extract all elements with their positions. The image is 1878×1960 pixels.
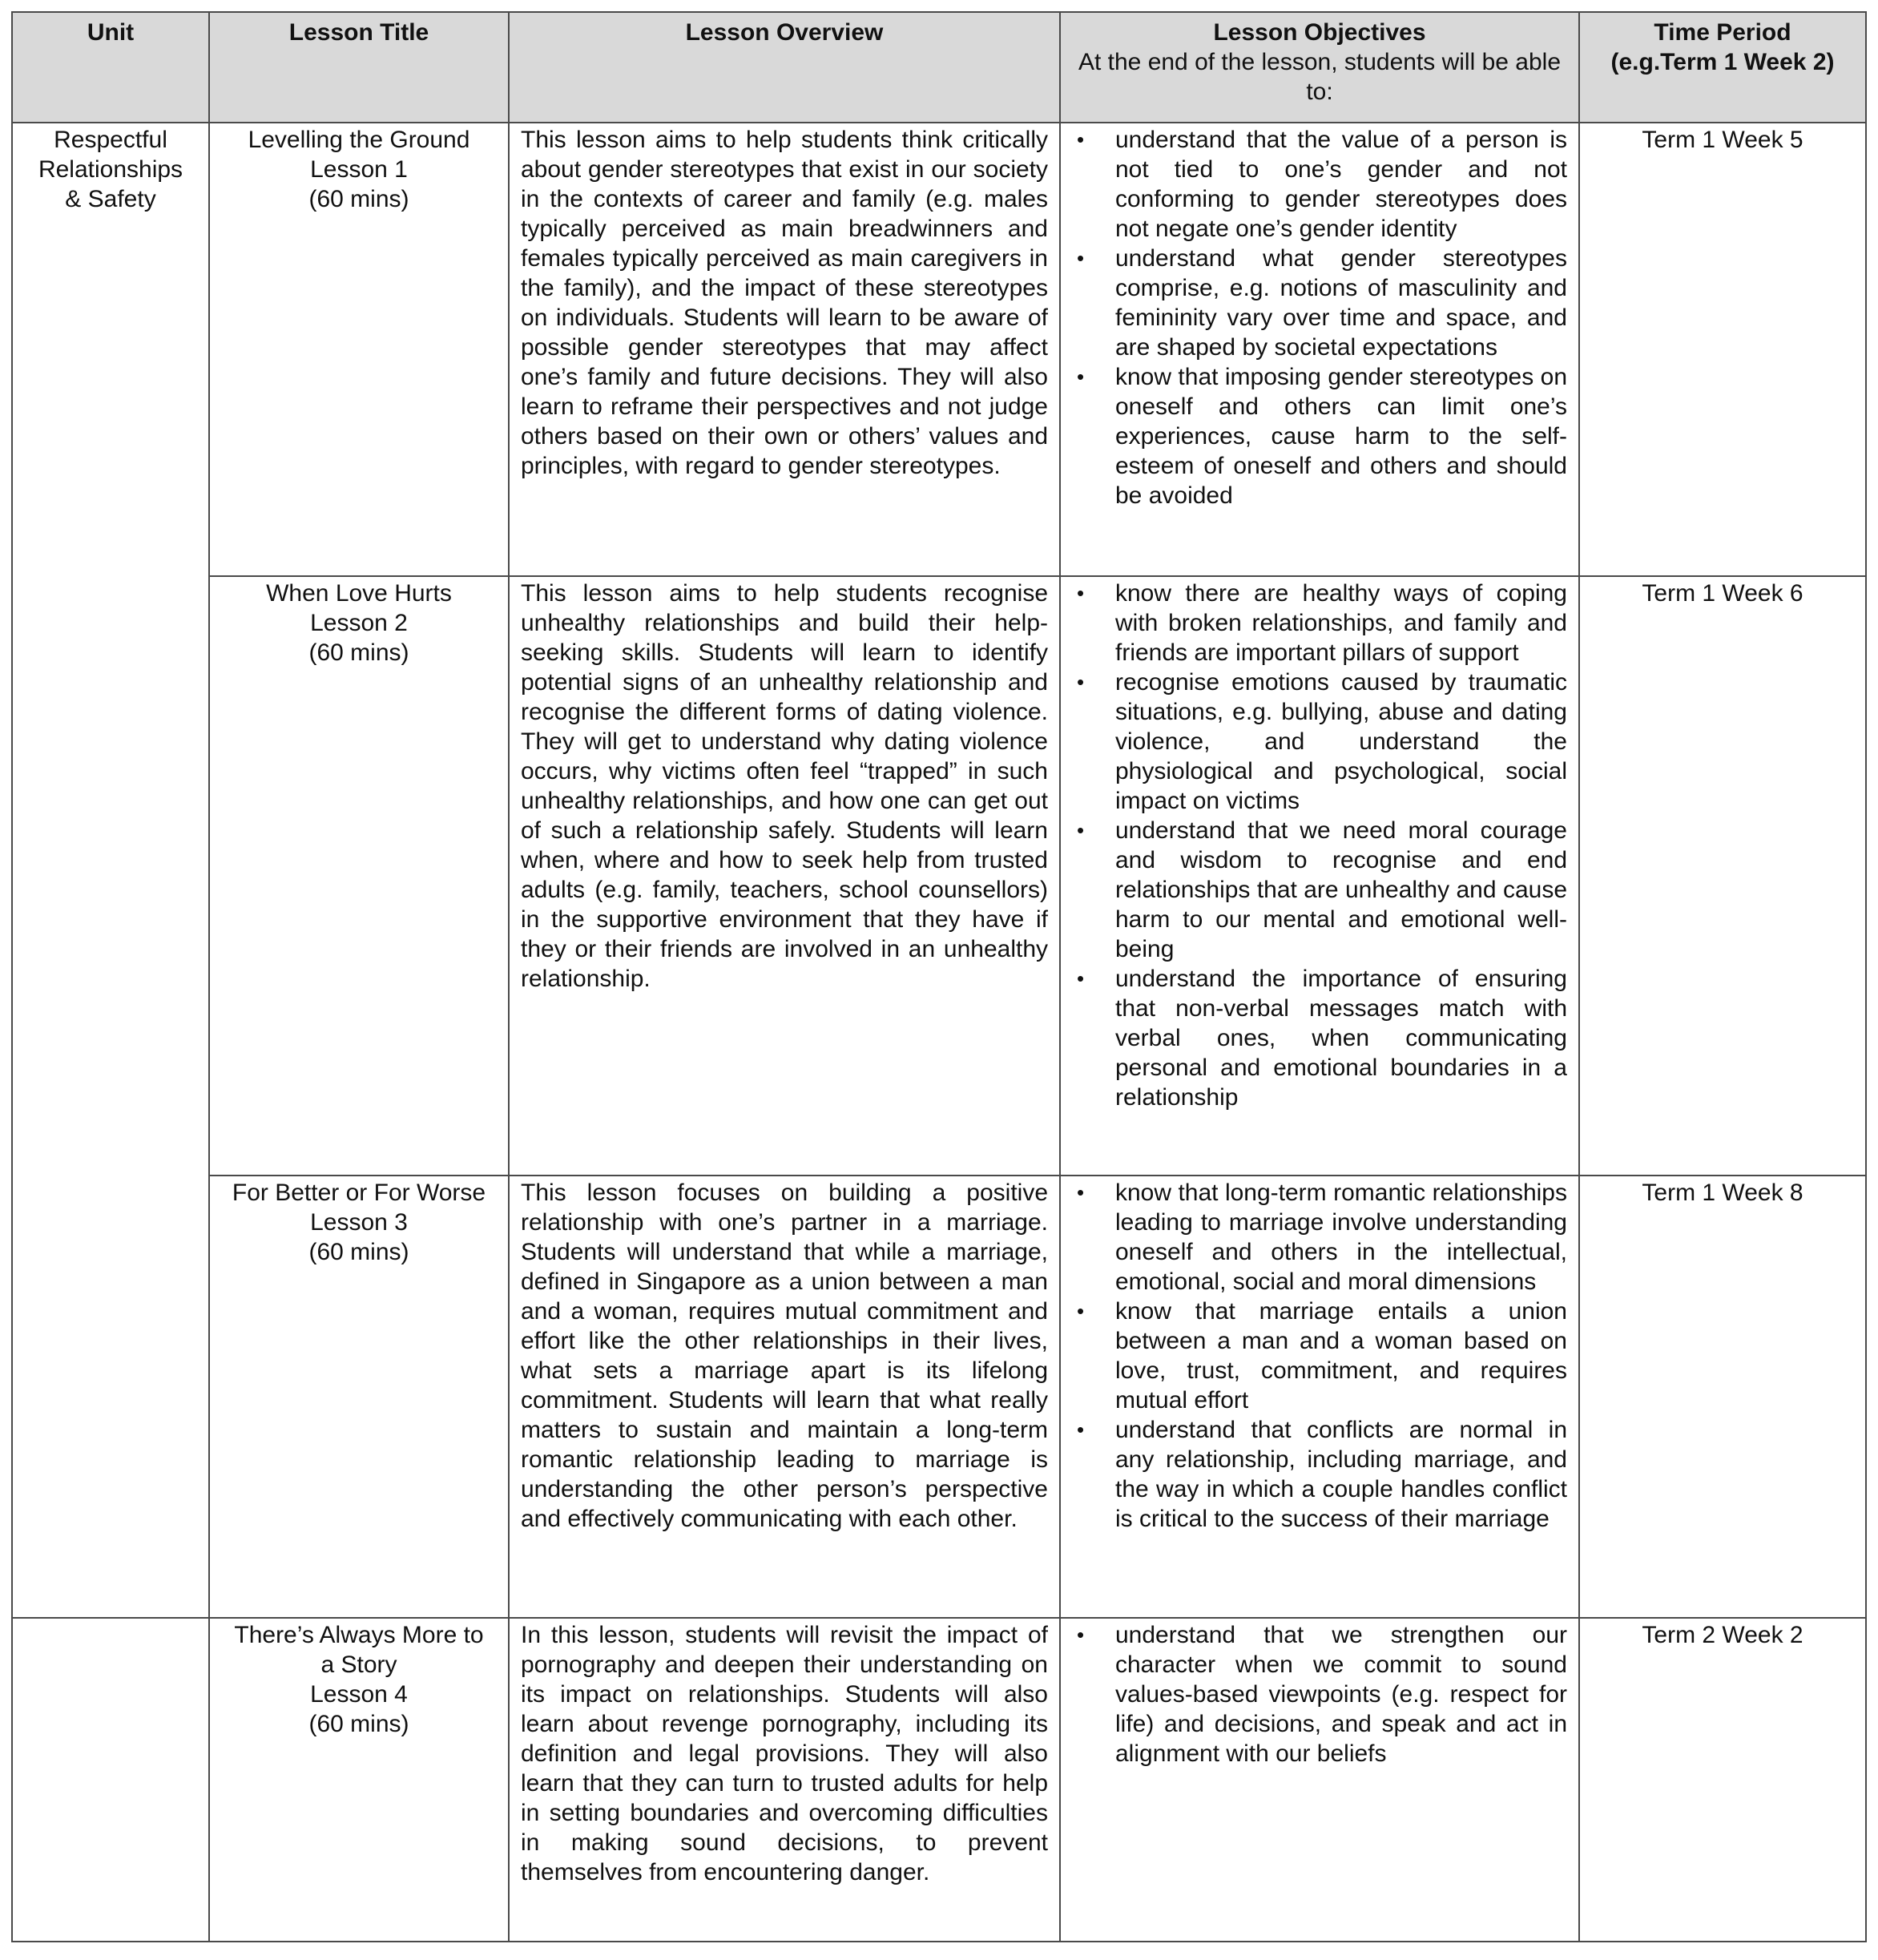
time-period-cell: Term 1 Week 5 bbox=[1579, 123, 1866, 576]
header-row bbox=[12, 12, 1866, 123]
time-period-cell: Term 1 Week 6 bbox=[1579, 576, 1866, 1176]
lesson-title-line: Lesson 2 bbox=[310, 610, 408, 636]
lesson-objectives-cell bbox=[1060, 123, 1579, 576]
time-period-cell: Term 1 Week 8 bbox=[1579, 1176, 1866, 1618]
objective-item: • understand that we need moral courage and wisdom to recognise and end relationships that are unhealthy and cause harm to our mental and emotional well-being bbox=[1115, 816, 1567, 964]
lesson-overview-cell: This lesson aims to help students recognise unhealthy relationships and build their help-seeking skills. Students will learn to identify potential signs of an unhealthy relationship and recognise the different forms of dating violence. They will get to understand why dating violence occurs, why victims often feel “trapped” in such unhealthy relationships, and how one can get out of such a relationship safely. Students will learn when, where and how to seek help from trusted adults (e.g. family, teachers, school counsellors) in the supportive environment that they have if they or their friends are involved in an unhealthy relationship. bbox=[509, 576, 1060, 1176]
lesson-objectives-cell bbox=[1060, 576, 1579, 1176]
table-row bbox=[12, 1618, 1866, 1942]
time-period-cell: Term 2 Week 2 bbox=[1579, 1618, 1866, 1942]
objective-item: • know that imposing gender stereotypes on oneself and others can limit one’s experiences, cause harm to the self-esteem of oneself and others and should be avoided bbox=[1115, 362, 1567, 510]
lesson-title-line: Lesson 1 bbox=[310, 156, 408, 183]
objective-item: • understand the importance of ensuring that non-verbal messages match with verbal ones, when communicating personal and emotional boundaries in a relationship bbox=[1115, 964, 1567, 1112]
lesson-title-cell bbox=[209, 1176, 509, 1618]
lesson-title-line: Lesson 4 bbox=[310, 1681, 408, 1708]
objectives-list bbox=[1072, 1620, 1567, 1768]
objective-item: • understand what gender stereotypes comprise, e.g. notions of masculinity and femininity vary over time and space, and are shaped by societal expectations bbox=[1115, 244, 1567, 362]
lesson-title-cell bbox=[209, 1618, 509, 1942]
unit-line: Respectful bbox=[54, 127, 167, 153]
header-unit: Unit bbox=[12, 12, 209, 123]
lesson-title-line: a Story bbox=[320, 1651, 397, 1678]
lesson-title-cell bbox=[209, 576, 509, 1176]
lesson-title-line: Lesson 3 bbox=[310, 1209, 408, 1236]
lesson-title-line: (60 mins) bbox=[308, 186, 409, 212]
lesson-title-line: When Love Hurts bbox=[266, 580, 452, 607]
lesson-objectives-cell bbox=[1060, 1618, 1579, 1942]
lesson-title-line: (60 mins) bbox=[308, 1711, 409, 1737]
lesson-plan-table bbox=[11, 11, 1867, 1942]
objective-item: • understand that conflicts are normal in any relationship, including marriage, and the way in which a couple handles conflict is critical to the success of their marriage bbox=[1115, 1415, 1567, 1534]
unit-cell bbox=[12, 123, 209, 1618]
unit-line: & Safety bbox=[65, 186, 156, 212]
objectives-list bbox=[1072, 579, 1567, 1112]
header-objectives-sub: At the end of the lesson, students will be able to: bbox=[1078, 49, 1562, 105]
table-row bbox=[12, 576, 1866, 1176]
objective-item: • understand that the value of a person is not tied to one’s gender and not conforming to gender stereotypes does not negate one’s gender identity bbox=[1115, 125, 1567, 244]
objective-item: • know that long-term romantic relationships leading to marriage involve understanding oneself and others in the intellectual, emotional, social and moral dimensions bbox=[1115, 1178, 1567, 1297]
table-row bbox=[12, 1176, 1866, 1618]
lesson-overview-cell: This lesson aims to help students think critically about gender stereotypes that exist in our society in the contexts of career and family (e.g. males typically perceived as main breadwinners and females typically perceived as main caregivers in the family), and the impact of these stereotypes on individuals. Students will learn to be aware of possible gender stereotypes that may affect one’s family and future decisions. They will also learn to reframe their perspectives and not judge others based on their own or others’ values and principles, with regard to gender stereotypes. bbox=[509, 123, 1060, 576]
unit-line: Relationships bbox=[38, 156, 183, 183]
lesson-title-line: (60 mins) bbox=[308, 1239, 409, 1265]
lesson-title-line: Levelling the Ground bbox=[248, 127, 470, 153]
lesson-title-line: (60 mins) bbox=[308, 639, 409, 666]
lesson-overview-cell: This lesson focuses on building a positive relationship with one’s partner in a marriage. Students will understand that while a marriage, defined in Singapore as a union between a man and a woman, requires mutual commitment and effort like the other relationships in their lives, what sets a marriage apart is its lifelong commitment. Students will learn that what really matters to sustain and maintain a long-term romantic relationship leading to marriage is understanding the other person’s perspective and effectively communicating with each other. bbox=[509, 1176, 1060, 1618]
header-lesson-objectives bbox=[1060, 12, 1579, 123]
lesson-plan-page bbox=[11, 11, 1865, 1942]
lesson-overview-cell: In this lesson, students will revisit the impact of pornography and deepen their understanding on its impact on relationships. Students will also learn about revenge pornography, including its definition and legal provisions. They will also learn that they can turn to trusted adults for help in setting boundaries and overcoming difficulties in making sound decisions, to prevent themselves from encountering danger. bbox=[509, 1618, 1060, 1942]
objectives-list bbox=[1072, 1178, 1567, 1534]
lesson-title-line: There’s Always More to bbox=[234, 1622, 484, 1648]
lesson-objectives-cell bbox=[1060, 1176, 1579, 1618]
lesson-title-line: For Better or For Worse bbox=[232, 1180, 486, 1206]
header-lesson-overview: Lesson Overview bbox=[509, 12, 1060, 123]
objective-item: • know there are healthy ways of coping with broken relationships, and family and friends are important pillars of support bbox=[1115, 579, 1567, 667]
objective-item: • recognise emotions caused by traumatic situations, e.g. bullying, abuse and dating violence, and understand the physiological and psychological, social impact on victims bbox=[1115, 667, 1567, 816]
header-objectives-label: Lesson Objectives bbox=[1213, 19, 1426, 46]
header-lesson-title: Lesson Title bbox=[209, 12, 509, 123]
table-row bbox=[12, 123, 1866, 576]
objective-item: • know that marriage entails a union between a man and a woman based on love, trust, commitment, and requires mutual effort bbox=[1115, 1297, 1567, 1415]
header-time-label: Time Period bbox=[1654, 19, 1791, 46]
header-time-period bbox=[1579, 12, 1866, 123]
header-time-sub: (e.g.Term 1 Week 2) bbox=[1610, 49, 1835, 75]
unit-cell-empty bbox=[12, 1618, 209, 1942]
lesson-title-cell bbox=[209, 123, 509, 576]
objective-item: • understand that we strengthen our character when we commit to sound values-based viewpoints (e.g. respect for life) and decisions, and speak and act in alignment with our beliefs bbox=[1115, 1620, 1567, 1768]
objectives-list bbox=[1072, 125, 1567, 510]
